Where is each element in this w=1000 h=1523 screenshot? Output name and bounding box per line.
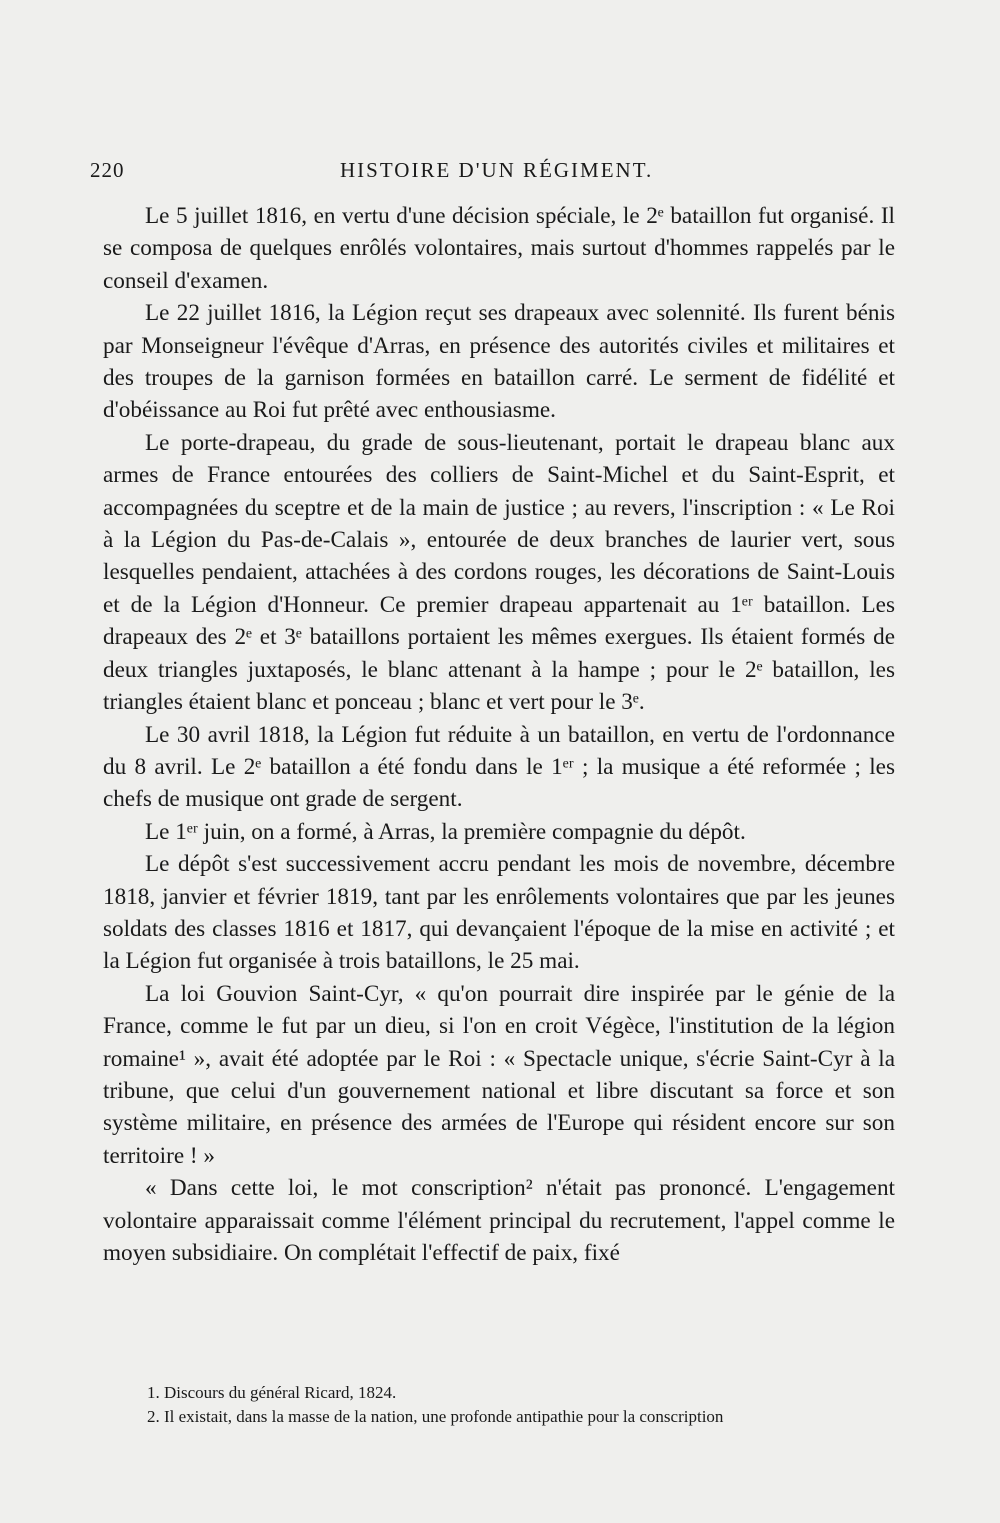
page-header	[90, 158, 890, 188]
paragraph: « Dans cette loi, le mot conscription² n'était pas prononcé. L'engagement volontaire apparaissait comme l'élément principal du recrutement, l'appel comme le moyen subsidiaire. On complétait l'effectif de paix, fixé	[103, 1175, 895, 1266]
paragraph: Le 1ᵉʳ juin, on a formé, à Arras, la première compagnie du dépôt.	[145, 818, 746, 845]
footnote: 1. Discours du général Ricard, 1824.	[147, 1383, 397, 1402]
paragraph: Le 30 avril 1818, la Légion fut réduite à un bataillon, en vertu de l'ordonnance du 8 avril. Le 2ᵉ bataillon a été fondu dans le 1ᵉʳ ; la musique a été reformée ; les chefs de musique ont grade de sergent.	[103, 721, 895, 813]
paragraph: La loi Gouvion Saint-Cyr, « qu'on pourrait dire inspirée par le génie de la France, comme le fut par un dieu, si l'on en croit Végèce, l'institution de la légion romaine¹ », avait été adoptée par le Roi : « Spectacle unique, s'écrie Saint-Cyr à la tribune, que celui d'un gouvernement national et libre discutant sa force et son système militaire, en présence des armées de l'Europe qui résident encore sur son territoire ! »	[103, 980, 895, 1169]
body-text	[103, 200, 895, 1269]
running-title: HISTOIRE D'UN RÉGIMENT.	[340, 158, 654, 182]
footnotes	[103, 1381, 895, 1429]
paragraph: Le porte-drapeau, du grade de sous-lieutenant, portait le drapeau blanc aux armes de France entourées des colliers de Saint-Michel et du Saint-Esprit, et accompagnées du sceptre et de la main de justice ; au revers, l'inscription : « Le Roi à la Légion du Pas-de-Calais », entourée de deux branches de laurier vert, sous lesquelles pendaient, attachées à des cordons rouges, les décorations de Saint-Louis et de la Légion d'Honneur. Ce premier drapeau appartenait au 1ᵉʳ bataillon. Les drapeaux des 2ᵉ et 3ᵉ bataillons portaient les mêmes exergues. Ils étaient formés de deux triangles juxtaposés, le blanc attenant à la hampe ; pour le 2ᵉ bataillon, les triangles étaient blanc et ponceau ; blanc et vert pour le 3ᵉ.	[103, 429, 895, 716]
paragraph: Le 5 juillet 1816, en vertu d'une décision spéciale, le 2ᵉ bataillon fut organisé. Il se composa de quelques enrôlés volontaires, mais surtout d'hommes rappelés par le conseil d'examen.	[103, 203, 895, 294]
paragraph: Le dépôt s'est successivement accru pendant les mois de novembre, décembre 1818, janvier et février 1819, tant par les enrôlements volontaires que par les jeunes soldats des classes 1816 et 1817, qui devançaient l'époque de la mise en activité ; et la Légion fut organisée à trois bataillons, le 25 mai.	[103, 851, 895, 975]
paragraph: Le 22 juillet 1816, la Légion reçut ses drapeaux avec solennité. Ils furent bénis par Monseigneur l'évêque d'Arras, en présence des autorités civiles et militaires et des troupes de la garnison formées en bataillon carré. Le serment de fidélité et d'obéissance au Roi fut prêté avec enthousiasme.	[103, 300, 895, 424]
page-number: 220	[90, 158, 125, 182]
footnote: 2. Il existait, dans la masse de la nation, une profonde antipathie pour la conscription	[147, 1407, 724, 1426]
